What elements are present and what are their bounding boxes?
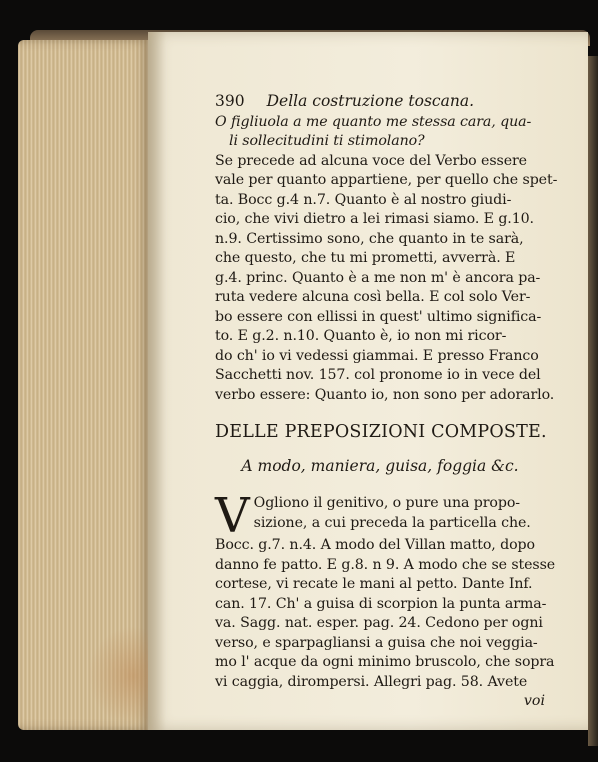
text-line: ta. Bocc g.4 n.7. Quanto è al nostro giudi-	[215, 191, 512, 208]
text-line: can. 17. Ch' a guisa di scorpion la punta arma-	[215, 595, 547, 612]
text-line: Se precede ad alcuna voce del Verbo essere	[215, 152, 527, 169]
text-line: va. Sagg. nat. esper. pag. 24. Cedono per ogni	[215, 615, 543, 631]
text-line: to. E g.2. n.10. Quanto è, io non mi ricor-	[215, 328, 507, 344]
text-line: cio, che vivi dietro a lei rimasi siamo. E g.10.	[215, 211, 534, 227]
page-number: 390	[215, 92, 245, 110]
text-line: vi caggia, dirompersi. Allegri pag. 58. Avete	[215, 673, 528, 690]
text-line: Sacchetti nov. 157. col pronome io in vece del	[215, 367, 541, 383]
text-line: ruta vedere alcuna così bella. E col solo Ver-	[215, 289, 531, 305]
paragraph-2	[215, 152, 558, 406]
text-line: che questo, che tu mi prometti, avverrà. E	[215, 250, 516, 266]
subheading: A modo, maniera, guisa, foggia &c.	[241, 456, 519, 475]
text-line: verso, e sparpagliansi a guisa che noi veggia-	[215, 634, 538, 651]
running-header	[215, 92, 545, 112]
drop-cap: V	[215, 488, 250, 544]
text-line: mo l' acque da ogni minimo bruscolo, che sopra	[215, 654, 555, 670]
text-line: Ogliono il genitivo, o pure una propo-	[253, 495, 520, 511]
text-line: vale per quanto appartiene, per quello che spet-	[215, 172, 558, 188]
text-line: O figliuola a me quanto me stessa cara, qua-	[215, 113, 532, 130]
page-text	[215, 92, 558, 712]
text-line: bo essere con ellissi in quest' ultimo significa-	[215, 308, 542, 325]
text-line: Bocc. g.7. n.4. A modo del Villan matto, dopo	[215, 537, 535, 553]
paragraph-1	[215, 113, 545, 152]
text-line: g.4. princ. Quanto è a me non m' è ancora pa-	[215, 269, 541, 286]
text-line: n.9. Certissimo sono, che quanto in te sarà,	[215, 230, 524, 247]
section-title: DELLE PREPOSIZIONI COMPOSTE.	[215, 422, 547, 442]
text-line: verbo essere: Quanto io, non sono per adorarlo.	[215, 386, 555, 403]
text-line: do ch' io vi vedessi giammai. E presso Franco	[215, 347, 539, 364]
text-line: sizione, a cui preceda la particella che.	[253, 514, 531, 531]
running-title: Della costruzione toscana.	[266, 92, 474, 110]
text-line: danno fe patto. E g.8. n 9. A modo che se stesse	[215, 556, 556, 573]
facing-page-edge	[588, 56, 598, 746]
text-line: li sollecitudini ti stimolano?	[229, 133, 425, 149]
catchword: voi	[523, 693, 545, 709]
text-line: cortese, vi recate le mani al petto. Dante Inf.	[215, 576, 533, 592]
paragraph-3	[215, 488, 556, 712]
